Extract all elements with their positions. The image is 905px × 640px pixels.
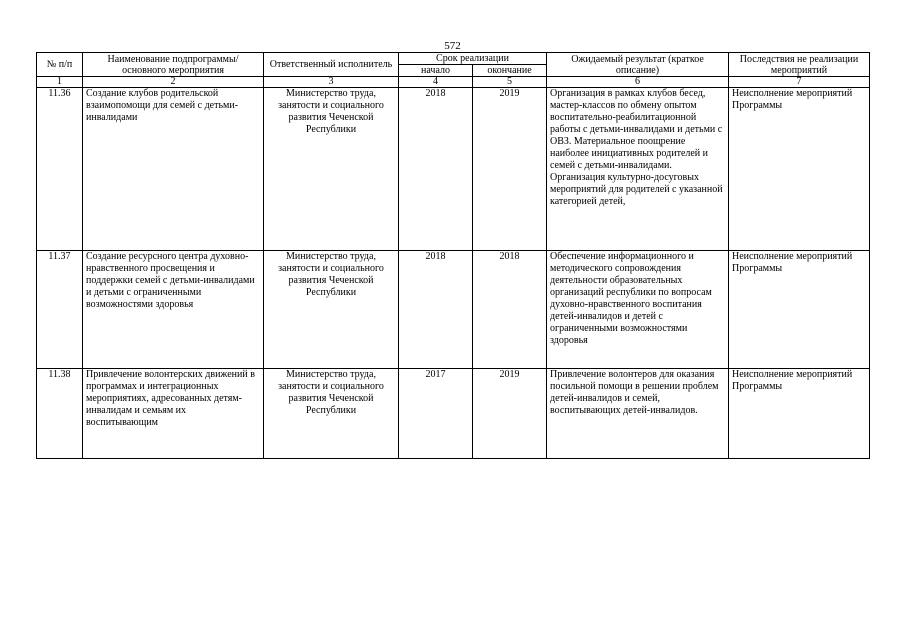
table-row: [37, 251, 870, 369]
measure-name: Привлечение волонтерских движений в программах и интеграционных мероприятиях, адресованных детям-инвалидам и семьям их воспитывающим: [83, 369, 264, 459]
end-year: 2019: [473, 88, 547, 251]
expected-result: Организация в рамках клубов бесед, мастер-классов по обмену опытом воспитательно-реабилитационной работы с детьми-инвалидами и детьми с ОВЗ. Материальное поощрение наиболее инициативных родителей и семей с детьми-инвалидами. Организация культурно-досуговых мероприятий для родителей с указанной категорией детей,: [547, 88, 729, 251]
header-name: Наименование подпрограммы/ основного мероприятия: [83, 53, 264, 77]
consequence: Неисполнение мероприятий Программы: [729, 88, 870, 251]
measure-name: Создание клубов родительской взаимопомощи для семей с детьми-инвалидами: [83, 88, 264, 251]
expected-result: Обеспечение информационного и методического сопровождения деятельности образовательных организаций республики по вопросам духовно-нравственного воспитания детей-инвалидов и детей с ограниченными возможностями здоровья: [547, 251, 729, 369]
responsible-executor: Министерство труда, занятости и социального развития Чеченской Республики: [264, 369, 399, 459]
end-year: 2019: [473, 369, 547, 459]
start-year: 2018: [399, 88, 473, 251]
consequence: Неисполнение мероприятий Программы: [729, 369, 870, 459]
header-period: Срок реализации: [399, 53, 547, 65]
start-year: 2017: [399, 369, 473, 459]
expected-result: Привлечение волонтеров для оказания посильной помощи в решении проблем детей-инвалидов и семей, воспитывающих детей-инвалидов.: [547, 369, 729, 459]
header-num: № п/п: [37, 53, 83, 77]
row-number: 11.37: [37, 251, 83, 369]
row-number: 11.38: [37, 369, 83, 459]
header-end: окончание: [473, 65, 547, 77]
header-start: начало: [399, 65, 473, 77]
column-number: 7: [729, 77, 870, 88]
table-row: [37, 369, 870, 459]
page-number: 572: [444, 40, 461, 52]
column-number-row: [37, 77, 870, 88]
column-number: 5: [473, 77, 547, 88]
end-year: 2018: [473, 251, 547, 369]
column-number: 2: [83, 77, 264, 88]
program-measures-table: [36, 52, 870, 459]
header-row: [37, 53, 870, 65]
start-year: 2018: [399, 251, 473, 369]
header-executor: Ответственный исполнитель: [264, 53, 399, 77]
responsible-executor: Министерство труда, занятости и социального развития Чеченской Республики: [264, 88, 399, 251]
header-consequence: Последствия не реализации мероприятий: [729, 53, 870, 77]
table-row: [37, 88, 870, 251]
measure-name: Создание ресурсного центра духовно-нравственного просвещения и поддержки семей с детьми-инвалидами и детьми с ограниченными возможностями здоровья: [83, 251, 264, 369]
column-number: 3: [264, 77, 399, 88]
column-number: 6: [547, 77, 729, 88]
column-number: 1: [37, 77, 83, 88]
column-number: 4: [399, 77, 473, 88]
header-result: Ожидаемый результат (краткое описание): [547, 53, 729, 77]
responsible-executor: Министерство труда, занятости и социального развития Чеченской Республики: [264, 251, 399, 369]
row-number: 11.36: [37, 88, 83, 251]
consequence: Неисполнение мероприятий Программы: [729, 251, 870, 369]
